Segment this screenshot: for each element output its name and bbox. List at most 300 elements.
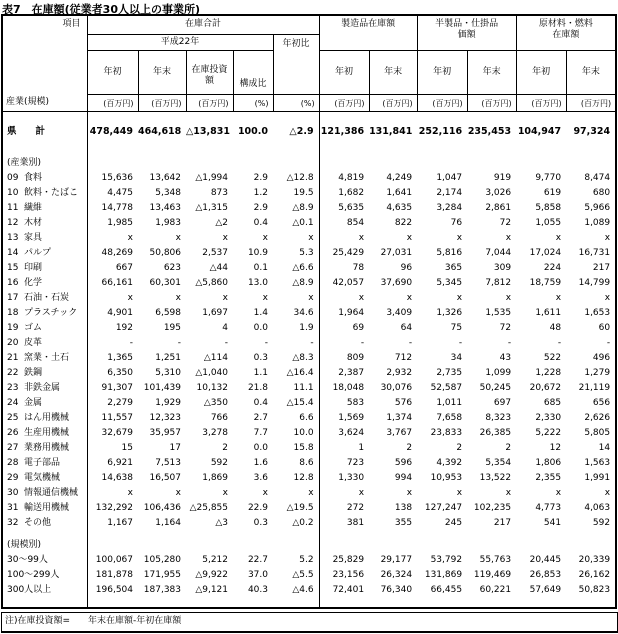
value-cell: 1,326 [436, 308, 463, 318]
value-cell: △4.6 [273, 583, 319, 598]
value-cell: 19.5 [273, 186, 319, 201]
value-cell: △13,831 [186, 126, 230, 138]
value-cell: 685 [543, 398, 562, 408]
group-semi-line1: 半製品・仕掛品 [435, 19, 499, 29]
value-cell: 76,340 [380, 585, 413, 595]
value-cell: 1 [358, 443, 365, 453]
value-cell: 576 [394, 398, 413, 408]
value-cell: 21.8 [247, 383, 268, 393]
value-cell: △19.5 [273, 501, 319, 516]
value-cell: 26,324 [380, 570, 413, 580]
col-year-start-header: 年初 [87, 50, 138, 94]
industry-row [2, 516, 616, 531]
row-label: 31 輸送用機械 [2, 501, 87, 516]
industry-row [2, 366, 616, 381]
value-cell: 13.0 [247, 278, 268, 288]
value-cell: 60,301 [149, 278, 181, 288]
value-cell [566, 531, 616, 538]
value-cell [417, 538, 467, 553]
value-cell [138, 531, 186, 538]
value-cell: 14 [598, 443, 611, 453]
value-cell: 10,132 [196, 383, 228, 393]
footnote: 注)在庫投資額= 年末在庫額-年初在庫額 [1, 612, 618, 633]
value-cell: 1,964 [338, 308, 365, 318]
value-cell: x [127, 293, 133, 303]
value-cell: 20,339 [578, 555, 611, 565]
value-cell: 101,439 [143, 383, 181, 393]
value-cell: 235,453 [467, 126, 512, 138]
value-cell: 5,345 [436, 278, 463, 288]
value-cell: 3,767 [386, 428, 413, 438]
value-cell: - [606, 338, 611, 348]
value-cell: 29,177 [380, 555, 413, 565]
value-cell: 478,449 [89, 126, 133, 138]
value-cell: 3,624 [338, 428, 365, 438]
value-cell [516, 531, 566, 538]
unit-cell: (百万円) [369, 94, 417, 111]
value-cell: △6.6 [273, 261, 319, 276]
value-cell: 5,348 [155, 188, 181, 198]
value-cell [138, 538, 186, 553]
value-cell: x [262, 293, 268, 303]
value-cell: 1,569 [338, 413, 365, 423]
row-label: 27 業務用機械 [2, 441, 87, 456]
row-label: 20 皮革 [2, 336, 87, 351]
value-cell: 60,221 [479, 585, 512, 595]
value-cell: 245 [444, 518, 463, 528]
value-cell: 131,869 [424, 570, 463, 580]
value-cell: 1,641 [386, 188, 413, 198]
unit-cell: (百万円) [319, 94, 369, 111]
value-cell: 592 [210, 458, 228, 468]
value-cell: 8,323 [485, 413, 512, 423]
value-cell: 1,167 [107, 518, 133, 528]
value-cell: 0.0 [253, 323, 268, 333]
value-cell: 1.2 [253, 188, 268, 198]
value-cell: 1.4 [253, 308, 268, 318]
value-cell: 100.0 [237, 126, 268, 138]
row-label: 24 金属 [2, 396, 87, 411]
value-cell [566, 156, 616, 171]
value-cell: 0.3 [253, 353, 268, 363]
col-raw-end-header: 年末 [566, 50, 616, 94]
col-year-end-header: 年末 [138, 50, 186, 94]
value-cell: 10.9 [247, 248, 268, 258]
industry-row [2, 441, 616, 456]
value-cell: 667 [115, 263, 133, 273]
value-cell: 0.0 [253, 443, 268, 453]
value-cell: x [273, 291, 319, 306]
value-cell [467, 531, 516, 538]
value-cell: x [358, 488, 365, 498]
value-cell: 78 [352, 263, 365, 273]
value-cell: 4 [222, 323, 228, 333]
value-cell: 217 [493, 518, 512, 528]
value-cell: △9,922 [195, 570, 228, 580]
value-cell [233, 538, 273, 553]
value-cell: x [406, 293, 413, 303]
table-body [2, 111, 616, 608]
value-cell: 592 [592, 518, 611, 528]
value-cell: 623 [163, 263, 181, 273]
value-cell: 365 [444, 263, 463, 273]
value-cell: 6.6 [273, 411, 319, 426]
value-cell: 2.7 [253, 413, 268, 423]
value-cell: 25,429 [332, 248, 365, 258]
value-cell: 1.9 [273, 321, 319, 336]
value-cell: 18,048 [332, 383, 365, 393]
value-cell: 2 [222, 443, 228, 453]
value-cell: 10.0 [273, 426, 319, 441]
value-cell: △2 [215, 218, 228, 228]
value-cell: 1,682 [338, 188, 365, 198]
value-cell: 2 [406, 443, 413, 453]
industry-row [2, 321, 616, 336]
value-cell [369, 538, 417, 553]
value-cell: △114 [203, 353, 228, 363]
value-cell: 66,455 [430, 585, 463, 595]
value-cell: 69 [352, 323, 365, 333]
value-cell: 1,929 [155, 398, 181, 408]
value-cell: 252,116 [418, 126, 463, 138]
value-cell [138, 156, 186, 171]
unit-cell: (百万円) [87, 94, 138, 111]
value-cell: 50,806 [149, 248, 181, 258]
value-cell: x [358, 293, 365, 303]
value-cell: 20,445 [529, 555, 562, 565]
value-cell: x [555, 488, 562, 498]
value-cell: 4,063 [584, 503, 611, 513]
value-cell [186, 538, 233, 553]
col-raw-start-header: 年初 [516, 50, 566, 94]
row-label: 16 化学 [2, 276, 87, 291]
value-cell: 105,280 [143, 555, 181, 565]
value-cell: 1,055 [535, 218, 562, 228]
investment-line1: 在庫投資 [191, 64, 228, 75]
value-cell: 381 [346, 518, 365, 528]
value-cell: 53,792 [430, 555, 463, 565]
row-label: 29 電気機械 [2, 471, 87, 486]
value-cell: - [408, 338, 413, 348]
investment-line2: 額 [204, 75, 214, 86]
col-yoy-header: 年初比 [273, 34, 319, 94]
value-cell: 48 [549, 323, 562, 333]
group-semi-line2: 価額 [457, 30, 476, 40]
row-label: 100～299人 [2, 568, 87, 583]
value-cell: 104,947 [517, 126, 562, 138]
value-cell: 196,504 [95, 585, 133, 595]
value-cell: 15,636 [101, 173, 133, 183]
value-cell: △8.9 [273, 276, 319, 291]
value-cell: 171,955 [143, 570, 181, 580]
value-cell: 2,330 [535, 413, 562, 423]
value-cell [87, 598, 138, 608]
value-cell: 5,212 [202, 555, 228, 565]
value-cell: 2.9 [253, 173, 268, 183]
value-cell: △350 [203, 398, 228, 408]
col-composition-header: 構成比 [233, 50, 273, 94]
unit-cell: (百万円) [417, 94, 467, 111]
value-cell: △25,855 [189, 503, 228, 513]
value-cell: 3,284 [436, 203, 463, 213]
value-cell: 16,731 [578, 248, 611, 258]
value-cell: x [222, 488, 228, 498]
value-cell: 5,805 [584, 428, 611, 438]
value-cell: 30,076 [380, 383, 413, 393]
value-cell: 7,513 [155, 458, 181, 468]
value-cell: 1,653 [584, 308, 611, 318]
value-cell: 873 [210, 188, 228, 198]
item-header: 項目 [62, 19, 81, 29]
industry-row [2, 186, 616, 201]
value-cell: 15 [121, 443, 133, 453]
group-products-header: 製造品在庫額 [319, 15, 417, 50]
value-cell: 192 [115, 323, 133, 333]
row-label: 28 電子部品 [2, 456, 87, 471]
value-cell: 12,323 [149, 413, 181, 423]
industry-scale-header: 産業(規模) [6, 97, 50, 107]
value-cell: △12.8 [273, 171, 319, 186]
row-label: 13 家具 [2, 231, 87, 246]
stub-header-cell [2, 15, 87, 111]
value-cell [369, 598, 417, 608]
value-cell: 309 [493, 263, 512, 273]
value-cell: - [458, 338, 463, 348]
row-label: (産業別) [2, 156, 87, 171]
value-cell: 1,991 [584, 473, 611, 483]
value-cell: 583 [346, 398, 365, 408]
value-cell [138, 598, 186, 608]
value-cell: 8,474 [584, 173, 611, 183]
unit-cell: (%) [273, 94, 319, 111]
value-cell: 121,386 [320, 126, 365, 138]
value-cell: 656 [592, 398, 611, 408]
industry-row [2, 396, 616, 411]
scale-row [2, 583, 616, 598]
value-cell: 25,829 [332, 555, 365, 565]
value-cell: x [555, 233, 562, 243]
value-cell: - [507, 338, 512, 348]
value-cell: 22.7 [247, 555, 268, 565]
row-label: 12 木材 [2, 216, 87, 231]
industry-row [2, 291, 616, 306]
value-cell: 106,436 [143, 503, 181, 513]
value-cell: 21,119 [578, 383, 611, 393]
value-cell: x [505, 233, 512, 243]
value-cell [417, 598, 467, 608]
value-cell: x [262, 233, 268, 243]
row-label [2, 598, 87, 608]
value-cell: 522 [543, 353, 562, 363]
row-label: 26 生産用機械 [2, 426, 87, 441]
value-cell: 2,537 [202, 248, 228, 258]
value-cell: 1,806 [535, 458, 562, 468]
value-cell: 57,649 [529, 585, 562, 595]
value-cell: 1,563 [584, 458, 611, 468]
industry-row [2, 216, 616, 231]
industry-row [2, 261, 616, 276]
row-label: 17 石油・石炭 [2, 291, 87, 306]
value-cell [467, 156, 516, 171]
col-semi-end-header: 年末 [467, 50, 516, 94]
row-label: 23 非鉄金属 [2, 381, 87, 396]
value-cell: 50,823 [578, 585, 611, 595]
value-cell: 217 [592, 263, 611, 273]
value-cell: 12 [549, 443, 562, 453]
value-cell: 680 [592, 188, 611, 198]
industry-row [2, 276, 616, 291]
col-investment-header [186, 50, 233, 94]
value-cell: 132,292 [95, 503, 133, 513]
value-cell: 541 [543, 518, 562, 528]
value-cell: 13,463 [149, 203, 181, 213]
value-cell [467, 598, 516, 608]
value-cell: x [555, 293, 562, 303]
value-cell: 11.1 [273, 381, 319, 396]
group-raw-header [516, 15, 616, 50]
value-cell: 76 [450, 218, 463, 228]
value-cell [319, 156, 369, 171]
value-cell: 697 [493, 398, 512, 408]
value-cell: 10,953 [430, 473, 463, 483]
value-cell: △9,121 [195, 585, 228, 595]
total-row [2, 111, 616, 152]
unit-cell: (%) [233, 94, 273, 111]
value-cell: 5,858 [535, 203, 562, 213]
value-cell: 100,067 [95, 555, 133, 565]
value-cell: 5,635 [338, 203, 365, 213]
value-cell [417, 156, 467, 171]
value-cell: x [406, 233, 413, 243]
value-cell: 60 [598, 323, 611, 333]
value-cell: △3 [215, 518, 228, 528]
row-label: (規模別) [2, 538, 87, 553]
industry-row [2, 426, 616, 441]
value-cell [516, 156, 566, 171]
col-products-end-header: 年末 [369, 50, 417, 94]
value-cell: 91,307 [101, 383, 133, 393]
value-cell: 22.9 [247, 503, 268, 513]
value-cell [233, 598, 273, 608]
value-cell: △8.9 [273, 201, 319, 216]
value-cell: 1,011 [436, 398, 463, 408]
filler-row [2, 598, 616, 608]
value-cell: 75 [450, 323, 463, 333]
value-cell [186, 156, 233, 171]
value-cell: x [604, 488, 611, 498]
value-cell [87, 538, 138, 553]
value-cell: 1,869 [202, 473, 228, 483]
value-cell: 619 [543, 188, 562, 198]
section-label-row [2, 156, 616, 171]
value-cell: x [505, 293, 512, 303]
value-cell: 919 [493, 173, 512, 183]
value-cell: - [177, 338, 181, 348]
value-cell: x [127, 488, 133, 498]
value-cell: 1.6 [253, 458, 268, 468]
value-cell: 187,383 [143, 585, 181, 595]
value-cell: 1,164 [155, 518, 181, 528]
value-cell: 127,247 [424, 503, 463, 513]
value-cell: x [456, 488, 463, 498]
value-cell: △5.5 [273, 568, 319, 583]
value-cell: 6,921 [107, 458, 133, 468]
value-cell [186, 531, 233, 538]
value-cell: 64 [400, 323, 413, 333]
value-cell: 119,469 [473, 570, 512, 580]
row-label: 21 窯業・土石 [2, 351, 87, 366]
value-cell: 7,044 [485, 248, 512, 258]
unit-cell: (百万円) [467, 94, 516, 111]
value-cell: 3,026 [485, 188, 512, 198]
value-cell [87, 156, 138, 171]
value-cell: 2,861 [485, 203, 512, 213]
value-cell: 4,392 [436, 458, 463, 468]
value-cell: - [224, 338, 228, 348]
value-cell: 1,089 [584, 218, 611, 228]
value-cell: 822 [394, 218, 413, 228]
value-cell: 17,024 [529, 248, 562, 258]
value-cell: 14,638 [101, 473, 133, 483]
value-cell: 0.3 [253, 518, 268, 528]
value-cell: 195 [163, 323, 181, 333]
value-cell [233, 531, 273, 538]
header-row-1 [2, 15, 616, 34]
value-cell: - [557, 338, 562, 348]
value-cell: 16,507 [149, 473, 181, 483]
value-cell: 17 [169, 443, 181, 453]
value-cell: 4,635 [386, 203, 413, 213]
value-cell: 1,228 [535, 368, 562, 378]
value-cell [566, 598, 616, 608]
row-label: 30 情報通信機械 [2, 486, 87, 501]
value-cell: 5,310 [155, 368, 181, 378]
value-cell: 11,557 [101, 413, 133, 423]
inventory-table [1, 14, 617, 609]
value-cell: 1,251 [155, 353, 181, 363]
value-cell: 37,690 [380, 278, 413, 288]
value-cell: 102,235 [473, 503, 512, 513]
industry-row [2, 411, 616, 426]
unit-cell: (百万円) [516, 94, 566, 111]
value-cell: 809 [346, 353, 365, 363]
value-cell: 72 [499, 218, 512, 228]
value-cell: 23,833 [430, 428, 463, 438]
value-cell: 464,618 [138, 126, 182, 138]
value-cell: 181,878 [95, 570, 133, 580]
value-cell: 2,387 [338, 368, 365, 378]
value-cell: 1,983 [155, 218, 181, 228]
value-cell: 27,031 [380, 248, 413, 258]
value-cell: 34 [450, 353, 463, 363]
value-cell: 2,735 [436, 368, 463, 378]
year-header: 平成22年 [87, 34, 273, 50]
value-cell: △16.4 [273, 366, 319, 381]
value-cell: x [273, 486, 319, 501]
value-cell: △2.9 [273, 111, 319, 152]
value-cell: 138 [394, 503, 413, 513]
value-cell: x [604, 233, 611, 243]
value-cell: 5,222 [535, 428, 562, 438]
value-cell: △1,994 [195, 173, 228, 183]
industry-row [2, 381, 616, 396]
value-cell: 7,658 [436, 413, 463, 423]
value-cell: 1,330 [338, 473, 365, 483]
value-cell [319, 598, 369, 608]
value-cell: 35,957 [149, 428, 181, 438]
value-cell: 23,156 [332, 570, 365, 580]
value-cell: - [264, 338, 268, 348]
